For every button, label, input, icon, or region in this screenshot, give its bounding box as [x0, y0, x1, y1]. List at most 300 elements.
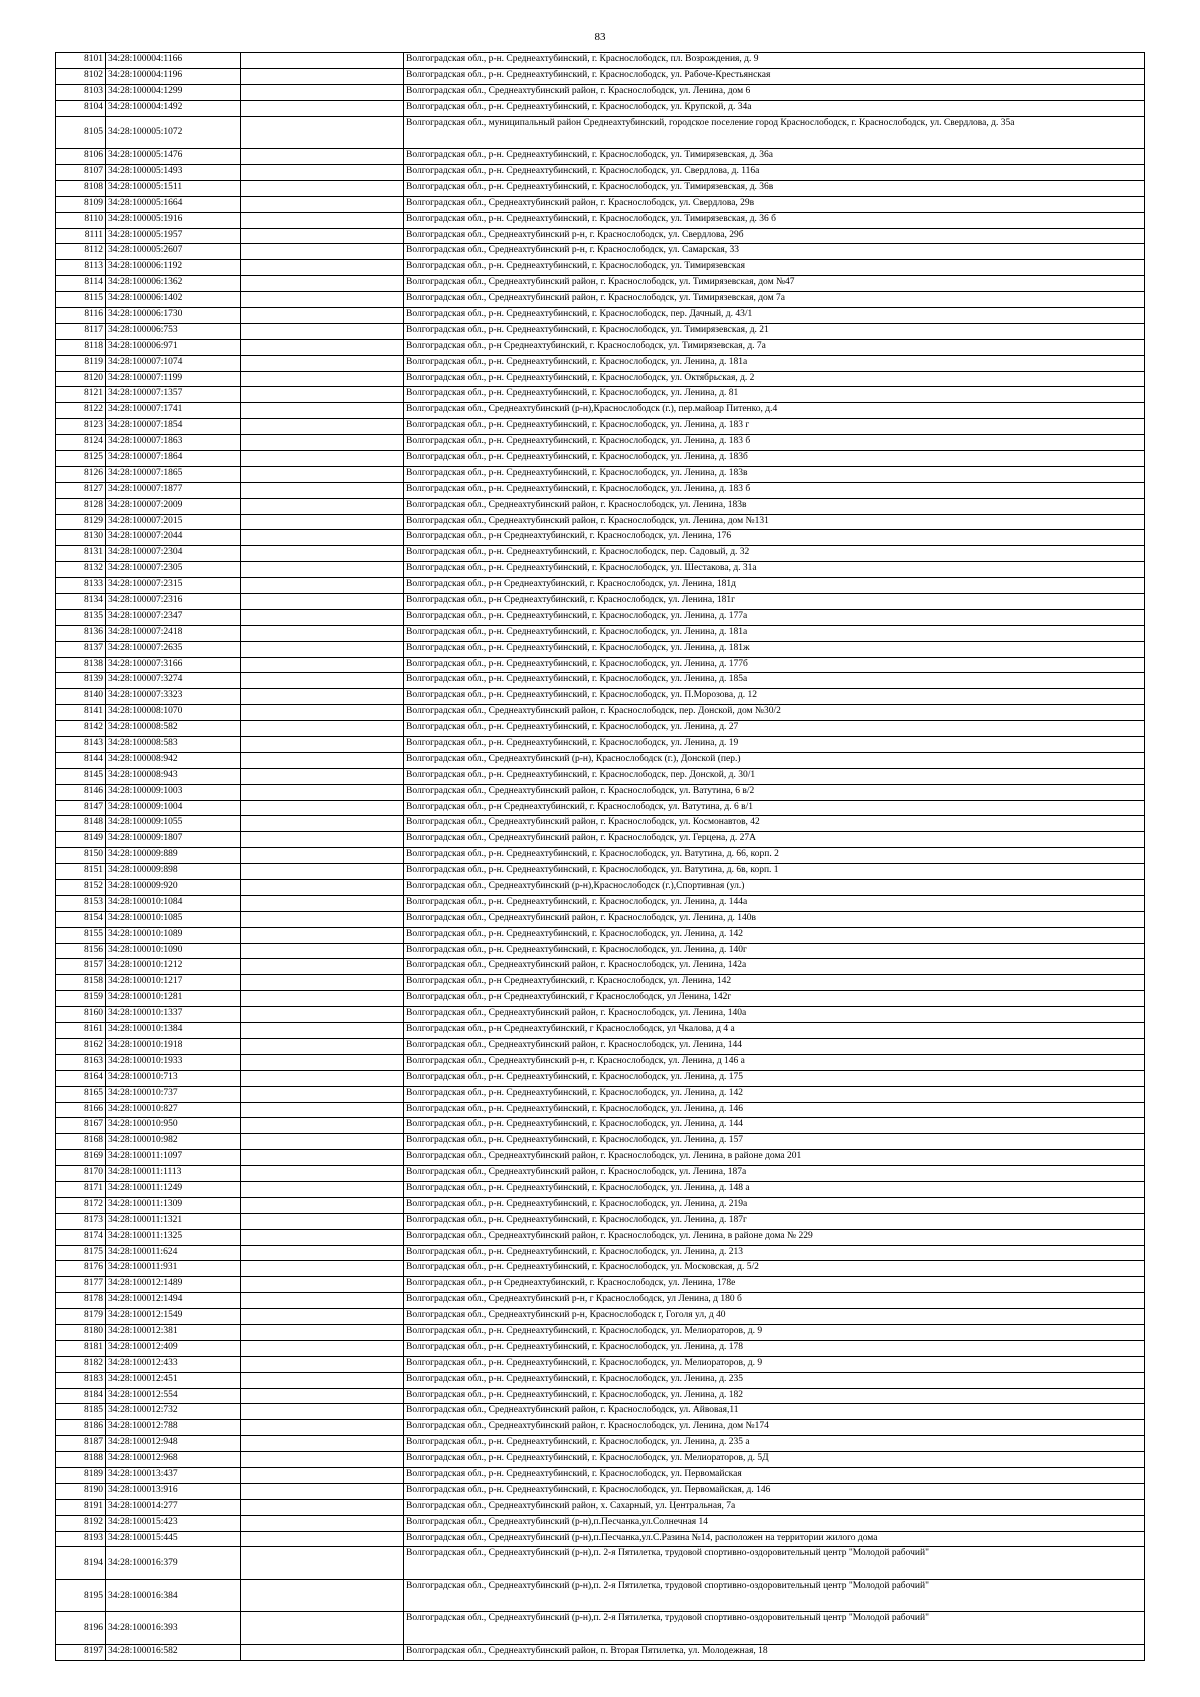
address-cell: Волгоградская обл., р-н. Среднеахтубинский, г. Краснослободск, ул. Рабоче-Крестьянская: [404, 68, 1145, 84]
cadastral-number-cell: 34:28:100009:1807: [106, 832, 241, 848]
row-number-cell: 8142: [56, 721, 106, 737]
cadastral-number-cell: 34:28:100007:2316: [106, 594, 241, 610]
cadastral-number-cell: 34:28:100012:433: [106, 1356, 241, 1372]
row-number-cell: 8105: [56, 116, 106, 149]
table-row: [56, 1102, 1145, 1118]
table-row: [56, 1261, 1145, 1277]
address-cell: Волгоградская обл., р-н. Среднеахтубинский, г. Краснослободск, ул. Ленина, д. 185а: [404, 673, 1145, 689]
cadastral-number-cell: 34:28:100010:950: [106, 1118, 241, 1134]
address-cell: Волгоградская обл., р-н. Среднеахтубинский, г. Краснослободск, ул. Тимирязевская, д. 36 б: [404, 212, 1145, 228]
row-number-cell: 8180: [56, 1324, 106, 1340]
row-number-cell: 8106: [56, 149, 106, 165]
empty-cell: [241, 1118, 404, 1134]
cadastral-number-cell: 34:28:100015:423: [106, 1515, 241, 1531]
empty-cell: [241, 1086, 404, 1102]
cadastral-number-cell: 34:28:100006:971: [106, 339, 241, 355]
row-number-cell: 8138: [56, 657, 106, 673]
table-row: [56, 816, 1145, 832]
cadastral-number-cell: 34:28:100007:2315: [106, 578, 241, 594]
cadastral-number-cell: 34:28:100007:2044: [106, 530, 241, 546]
address-cell: Волгоградская обл., Среднеахтубинский район, г. Краснослободск, ул. Ленина, в районе дома 201: [404, 1150, 1145, 1166]
address-cell: Волгоградская обл., р-н. Среднеахтубинский, г. Краснослободск, ул. Ленина, д. 175: [404, 1070, 1145, 1086]
cadastral-number-cell: 34:28:100005:2607: [106, 244, 241, 260]
address-cell: Волгоградская обл., Среднеахтубинский район, п. Вторая Пятилетка, ул. Молодежная, 18: [404, 1644, 1145, 1660]
empty-cell: [241, 1612, 404, 1645]
row-number-cell: 8137: [56, 641, 106, 657]
row-number-cell: 8174: [56, 1229, 106, 1245]
address-cell: Волгоградская обл., Среднеахтубинский район, г. Краснослободск, ул. Ленина, д. 140в: [404, 911, 1145, 927]
empty-cell: [241, 1054, 404, 1070]
row-number-cell: 8187: [56, 1436, 106, 1452]
table-row: [56, 1420, 1145, 1436]
table-row: [56, 1293, 1145, 1309]
table-row: [56, 800, 1145, 816]
address-cell: Волгоградская обл., р-н Среднеахтубинский, г Краснослободск, ул Чкалова, д 4 а: [404, 1023, 1145, 1039]
table-row: [56, 1467, 1145, 1483]
address-cell: Волгоградская обл., Среднеахтубинский (р-н), Краснослободск (г.), Донской (пер.): [404, 752, 1145, 768]
row-number-cell: 8114: [56, 276, 106, 292]
address-cell: Волгоградская обл., Среднеахтубинский (р-н),п.Песчанка,ул.Солнечная 14: [404, 1515, 1145, 1531]
table-row: [56, 1436, 1145, 1452]
cadastral-number-cell: 34:28:100006:1402: [106, 292, 241, 308]
empty-cell: [241, 116, 404, 149]
table-row: [56, 959, 1145, 975]
cadastral-number-cell: 34:28:100006:1730: [106, 307, 241, 323]
table-row: [56, 514, 1145, 530]
address-cell: Волгоградская обл., Среднеахтубинский район, г. Краснослободск, ул. Ленина, 183в: [404, 498, 1145, 514]
table-row: [56, 1515, 1145, 1531]
address-cell: Волгоградская обл., Среднеахтубинский район, г. Краснослободск, ул. Герцена, д. 27А: [404, 832, 1145, 848]
row-number-cell: 8164: [56, 1070, 106, 1086]
cadastral-number-cell: 34:28:100005:1916: [106, 212, 241, 228]
empty-cell: [241, 1102, 404, 1118]
row-number-cell: 8141: [56, 705, 106, 721]
row-number-cell: 8126: [56, 466, 106, 482]
row-number-cell: 8147: [56, 800, 106, 816]
cadastral-number-cell: 34:28:100011:931: [106, 1261, 241, 1277]
table-row: [56, 1277, 1145, 1293]
cadastral-number-cell: 34:28:100014:277: [106, 1499, 241, 1515]
row-number-cell: 8111: [56, 228, 106, 244]
table-row: [56, 1404, 1145, 1420]
row-number-cell: 8110: [56, 212, 106, 228]
empty-cell: [241, 1023, 404, 1039]
address-cell: Волгоградская обл., р-н. Среднеахтубинский, г. Краснослободск, ул. Ленина, д. 183 г: [404, 419, 1145, 435]
row-number-cell: 8158: [56, 975, 106, 991]
row-number-cell: 8167: [56, 1118, 106, 1134]
empty-cell: [241, 1038, 404, 1054]
row-number-cell: 8122: [56, 403, 106, 419]
table-row: [56, 911, 1145, 927]
empty-cell: [241, 864, 404, 880]
empty-cell: [241, 1277, 404, 1293]
cadastral-number-cell: 34:28:100012:554: [106, 1388, 241, 1404]
table-row: [56, 1166, 1145, 1182]
address-cell: Волгоградская обл., р-н. Среднеахтубинский, г. Краснослободск, ул. Ленина, д. 148 а: [404, 1181, 1145, 1197]
cadastral-number-cell: 34:28:100012:451: [106, 1372, 241, 1388]
row-number-cell: 8107: [56, 164, 106, 180]
empty-cell: [241, 1452, 404, 1468]
row-number-cell: 8131: [56, 546, 106, 562]
cadastral-number-cell: 34:28:100012:381: [106, 1324, 241, 1340]
row-number-cell: 8132: [56, 562, 106, 578]
address-cell: Волгоградская обл., р-н. Среднеахтубинский, г. Краснослободск, ул. Ленина, д. 19: [404, 737, 1145, 753]
cadastral-number-cell: 34:28:100016:393: [106, 1612, 241, 1645]
empty-cell: [241, 53, 404, 69]
cadastral-number-cell: 34:28:100016:582: [106, 1644, 241, 1660]
address-cell: Волгоградская обл., р-н. Среднеахтубинский, г. Краснослободск, ул. Ленина, д. 81: [404, 387, 1145, 403]
table-row: [56, 196, 1145, 212]
empty-cell: [241, 625, 404, 641]
empty-cell: [241, 212, 404, 228]
address-cell: Волгоградская обл., р-н. Среднеахтубинский, г. Краснослободск, ул. Ленина, д. 235 а: [404, 1436, 1145, 1452]
empty-cell: [241, 895, 404, 911]
table-row: [56, 1324, 1145, 1340]
cadastral-number-cell: 34:28:100009:920: [106, 880, 241, 896]
address-cell: Волгоградская обл., Среднеахтубинский (р-н),п.Песчанка,ул.С.Разина №14, расположен на территории жилого дома: [404, 1531, 1145, 1547]
registry-table: [55, 52, 1145, 1661]
address-cell: Волгоградская обл., Среднеахтубинский район, г. Краснослободск, ул. Ленина, дом 6: [404, 84, 1145, 100]
empty-cell: [241, 355, 404, 371]
address-cell: Волгоградская обл., р-н. Среднеахтубинский, г. Краснослободск, ул. Ленина, д. 182: [404, 1388, 1145, 1404]
address-cell: Волгоградская обл., р-н. Среднеахтубинский, г. Краснослободск, ул. Ленина, д. 177а: [404, 609, 1145, 625]
row-number-cell: 8123: [56, 419, 106, 435]
empty-cell: [241, 228, 404, 244]
address-cell: Волгоградская обл., р-н. Среднеахтубинский, г. Краснослободск, ул. П.Морозова, д. 12: [404, 689, 1145, 705]
empty-cell: [241, 276, 404, 292]
table-row: [56, 498, 1145, 514]
cadastral-number-cell: 34:28:100005:1072: [106, 116, 241, 149]
table-row: [56, 1245, 1145, 1261]
cadastral-number-cell: 34:28:100007:1199: [106, 371, 241, 387]
address-cell: Волгоградская обл., Среднеахтубинский район, г. Краснослободск, ул. Ватутина, 6 в/2: [404, 784, 1145, 800]
table-row: [56, 1038, 1145, 1054]
row-number-cell: 8171: [56, 1181, 106, 1197]
cadastral-number-cell: 34:28:100011:1097: [106, 1150, 241, 1166]
cadastral-number-cell: 34:28:100011:624: [106, 1245, 241, 1261]
cadastral-number-cell: 34:28:100007:2347: [106, 609, 241, 625]
cadastral-number-cell: 34:28:100007:2305: [106, 562, 241, 578]
empty-cell: [241, 1531, 404, 1547]
address-cell: Волгоградская обл., р-н. Среднеахтубинский, г. Краснослободск, ул. Мелиораторов, д. 5Д: [404, 1452, 1145, 1468]
table-row: [56, 435, 1145, 451]
empty-cell: [241, 673, 404, 689]
row-number-cell: 8130: [56, 530, 106, 546]
cadastral-number-cell: 34:28:100005:1476: [106, 149, 241, 165]
row-number-cell: 8175: [56, 1245, 106, 1261]
row-number-cell: 8150: [56, 848, 106, 864]
table-row: [56, 752, 1145, 768]
cadastral-number-cell: 34:28:100008:583: [106, 737, 241, 753]
table-row: [56, 657, 1145, 673]
empty-cell: [241, 387, 404, 403]
cadastral-number-cell: 34:28:100010:1337: [106, 1007, 241, 1023]
address-cell: Волгоградская обл., Среднеахтубинский район, г. Краснослободск, ул. Ленина, 140а: [404, 1007, 1145, 1023]
empty-cell: [241, 1309, 404, 1325]
address-cell: Волгоградская обл., Среднеахтубинский р-н, г. Краснослободск, ул. Самарская, 33: [404, 244, 1145, 260]
table-row: [56, 419, 1145, 435]
table-row: [56, 641, 1145, 657]
row-number-cell: 8119: [56, 355, 106, 371]
address-cell: Волгоградская обл., Среднеахтубинский р-н, г. Краснослободск, ул. Свердлова, 29б: [404, 228, 1145, 244]
table-row: [56, 1340, 1145, 1356]
address-cell: Волгоградская обл., р-н. Среднеахтубинский, г. Краснослободск, ул. Крупской, д. 34а: [404, 100, 1145, 116]
empty-cell: [241, 1070, 404, 1086]
table-row: [56, 1197, 1145, 1213]
table-row: [56, 244, 1145, 260]
empty-cell: [241, 1388, 404, 1404]
cadastral-number-cell: 34:28:100016:379: [106, 1547, 241, 1580]
row-number-cell: 8153: [56, 895, 106, 911]
empty-cell: [241, 689, 404, 705]
row-number-cell: 8102: [56, 68, 106, 84]
empty-cell: [241, 721, 404, 737]
row-number-cell: 8178: [56, 1293, 106, 1309]
table-row: [56, 1007, 1145, 1023]
address-cell: Волгоградская обл., Среднеахтубинский р-н, г Краснослободск, ул Ленина, д 180 б: [404, 1293, 1145, 1309]
table-row: [56, 466, 1145, 482]
cadastral-number-cell: 34:28:100012:788: [106, 1420, 241, 1436]
empty-cell: [241, 1293, 404, 1309]
empty-cell: [241, 1340, 404, 1356]
table-row: [56, 355, 1145, 371]
address-cell: Волгоградская обл., р-н. Среднеахтубинский, г. Краснослободск, ул. Ленина, д. 181а: [404, 625, 1145, 641]
cadastral-number-cell: 34:28:100009:1055: [106, 816, 241, 832]
row-number-cell: 8182: [56, 1356, 106, 1372]
cadastral-number-cell: 34:28:100004:1492: [106, 100, 241, 116]
cadastral-number-cell: 34:28:100007:3323: [106, 689, 241, 705]
table-row: [56, 737, 1145, 753]
empty-cell: [241, 1356, 404, 1372]
address-cell: Волгоградская обл., Среднеахтубинский район, г. Краснослободск, ул. Ленина, дом №174: [404, 1420, 1145, 1436]
empty-cell: [241, 991, 404, 1007]
address-cell: Волгоградская обл., р-н. Среднеахтубинский, г. Краснослободск, ул. Ленина, д. 181а: [404, 355, 1145, 371]
empty-cell: [241, 1467, 404, 1483]
empty-cell: [241, 1229, 404, 1245]
empty-cell: [241, 1372, 404, 1388]
cadastral-number-cell: 34:28:100015:445: [106, 1531, 241, 1547]
cadastral-number-cell: 34:28:100007:1864: [106, 450, 241, 466]
empty-cell: [241, 498, 404, 514]
address-cell: Волгоградская обл., р-н Среднеахтубинский, г. Краснослободск, ул. Тимирязевская, д. 7а: [404, 339, 1145, 355]
empty-cell: [241, 1420, 404, 1436]
cadastral-number-cell: 34:28:100007:1863: [106, 435, 241, 451]
cadastral-number-cell: 34:28:100010:1212: [106, 959, 241, 975]
row-number-cell: 8112: [56, 244, 106, 260]
cadastral-number-cell: 34:28:100009:889: [106, 848, 241, 864]
cadastral-number-cell: 34:28:100013:437: [106, 1467, 241, 1483]
table-row: [56, 53, 1145, 69]
table-row: [56, 100, 1145, 116]
row-number-cell: 8117: [56, 323, 106, 339]
empty-cell: [241, 816, 404, 832]
table-row: [56, 1483, 1145, 1499]
row-number-cell: 8196: [56, 1612, 106, 1645]
table-row: [56, 1547, 1145, 1580]
empty-cell: [241, 450, 404, 466]
address-cell: Волгоградская обл., Среднеахтубинский район, г. Краснослободск, ул. Ленина, 144: [404, 1038, 1145, 1054]
row-number-cell: 8134: [56, 594, 106, 610]
table-row: [56, 292, 1145, 308]
empty-cell: [241, 371, 404, 387]
empty-cell: [241, 244, 404, 260]
address-cell: Волгоградская обл., Среднеахтубинский (р-н),Краснослободск (г.),Спортивная (ул.): [404, 880, 1145, 896]
empty-cell: [241, 1166, 404, 1182]
table-row: [56, 180, 1145, 196]
address-cell: Волгоградская обл., р-н. Среднеахтубинский, г. Краснослободск, ул. Ленина, д. 235: [404, 1372, 1145, 1388]
row-number-cell: 8191: [56, 1499, 106, 1515]
cadastral-number-cell: 34:28:100008:582: [106, 721, 241, 737]
table-row: [56, 1054, 1145, 1070]
row-number-cell: 8109: [56, 196, 106, 212]
cadastral-number-cell: 34:28:100004:1196: [106, 68, 241, 84]
cadastral-number-cell: 34:28:100010:827: [106, 1102, 241, 1118]
table-row: [56, 578, 1145, 594]
table-row: [56, 1644, 1145, 1660]
empty-cell: [241, 482, 404, 498]
address-cell: Волгоградская обл., р-н. Среднеахтубинский, г. Краснослободск, пер. Садовый, д. 32: [404, 546, 1145, 562]
row-number-cell: 8140: [56, 689, 106, 705]
table-row: [56, 1213, 1145, 1229]
row-number-cell: 8144: [56, 752, 106, 768]
table-row: [56, 895, 1145, 911]
cadastral-number-cell: 34:28:100004:1166: [106, 53, 241, 69]
address-cell: Волгоградская обл., р-н. Среднеахтубинский, г. Краснослободск, ул. Ватутина, д. 6в, корп. 1: [404, 864, 1145, 880]
cadastral-number-cell: 34:28:100012:409: [106, 1340, 241, 1356]
address-cell: Волгоградская обл., Среднеахтубинский район, г. Краснослободск, ул. Космонавтов, 42: [404, 816, 1145, 832]
address-cell: Волгоградская обл., Среднеахтубинский (р-н),п. 2-я Пятилетка, трудовой спортивно-оздоровительный центр "Молодой рабочий": [404, 1612, 1145, 1645]
table-row: [56, 1372, 1145, 1388]
address-cell: Волгоградская обл., Среднеахтубинский район, г. Краснослободск, пер. Донской, дом №30/2: [404, 705, 1145, 721]
table-row: [56, 848, 1145, 864]
cadastral-number-cell: 34:28:100013:916: [106, 1483, 241, 1499]
address-cell: Волгоградская обл., р-н. Среднеахтубинский, г. Краснослободск, ул. Ватутина, д. 66, корп. 2: [404, 848, 1145, 864]
empty-cell: [241, 435, 404, 451]
empty-cell: [241, 752, 404, 768]
table-row: [56, 927, 1145, 943]
empty-cell: [241, 1644, 404, 1660]
row-number-cell: 8129: [56, 514, 106, 530]
cadastral-number-cell: 34:28:100007:1865: [106, 466, 241, 482]
address-cell: Волгоградская обл., Среднеахтубинский район, г. Краснослободск, ул. Айвовая,11: [404, 1404, 1145, 1420]
row-number-cell: 8183: [56, 1372, 106, 1388]
table-row: [56, 1150, 1145, 1166]
address-cell: Волгоградская обл., р-н. Среднеахтубинский, г. Краснослободск, ул. Октябрьская, д. 2: [404, 371, 1145, 387]
table-row: [56, 1388, 1145, 1404]
empty-cell: [241, 562, 404, 578]
empty-cell: [241, 609, 404, 625]
table-row: [56, 307, 1145, 323]
cadastral-number-cell: 34:28:100010:982: [106, 1134, 241, 1150]
cadastral-number-cell: 34:28:100006:1192: [106, 260, 241, 276]
cadastral-number-cell: 34:28:100007:2418: [106, 625, 241, 641]
empty-cell: [241, 530, 404, 546]
cadastral-number-cell: 34:28:100005:1511: [106, 180, 241, 196]
table-row: [56, 562, 1145, 578]
address-cell: Волгоградская обл., р-н Среднеахтубинский, г. Краснослободск, ул. Ленина, 142: [404, 975, 1145, 991]
empty-cell: [241, 100, 404, 116]
row-number-cell: 8103: [56, 84, 106, 100]
cadastral-number-cell: 34:28:100007:1741: [106, 403, 241, 419]
empty-cell: [241, 1547, 404, 1580]
address-cell: Волгоградская обл., р-н. Среднеахтубинский, г. Краснослободск, ул. Ленина, д. 142: [404, 1086, 1145, 1102]
table-row: [56, 991, 1145, 1007]
table-row: [56, 164, 1145, 180]
table-row: [56, 84, 1145, 100]
address-cell: Волгоградская обл., р-н Среднеахтубинский, г. Краснослободск, ул. Ватутина, д. 6 в/1: [404, 800, 1145, 816]
table-row: [56, 387, 1145, 403]
row-number-cell: 8184: [56, 1388, 106, 1404]
row-number-cell: 8197: [56, 1644, 106, 1660]
empty-cell: [241, 196, 404, 212]
row-number-cell: 8124: [56, 435, 106, 451]
table-row: [56, 1181, 1145, 1197]
empty-cell: [241, 1134, 404, 1150]
empty-cell: [241, 657, 404, 673]
table-row: [56, 403, 1145, 419]
address-cell: Волгоградская обл., р-н. Среднеахтубинский, г. Краснослободск, ул. Ленина, д. 140г: [404, 943, 1145, 959]
row-number-cell: 8155: [56, 927, 106, 943]
row-number-cell: 8154: [56, 911, 106, 927]
row-number-cell: 8163: [56, 1054, 106, 1070]
address-cell: Волгоградская обл., р-н Среднеахтубинский, г Краснослободск, ул Ленина, 142г: [404, 991, 1145, 1007]
empty-cell: [241, 911, 404, 927]
row-number-cell: 8156: [56, 943, 106, 959]
address-cell: Волгоградская обл., р-н. Среднеахтубинский, г. Краснослободск, ул. Ленина, д. 177б: [404, 657, 1145, 673]
address-cell: Волгоградская обл., Среднеахтубинский район, х. Сахарный, ул. Центральная, 7а: [404, 1499, 1145, 1515]
address-cell: Волгоградская обл., р-н. Среднеахтубинский, г. Краснослободск, ул. Мелиораторов, д. 9: [404, 1356, 1145, 1372]
address-cell: Волгоградская обл., р-н. Среднеахтубинский, г. Краснослободск, ул. Ленина, д. 27: [404, 721, 1145, 737]
address-cell: Волгоградская обл., Среднеахтубинский район, г. Краснослободск, ул. Ленина, 142а: [404, 959, 1145, 975]
table-row: [56, 149, 1145, 165]
table-row: [56, 705, 1145, 721]
table-row: [56, 1070, 1145, 1086]
row-number-cell: 8136: [56, 625, 106, 641]
empty-cell: [241, 419, 404, 435]
empty-cell: [241, 292, 404, 308]
cadastral-number-cell: 34:28:100006:753: [106, 323, 241, 339]
address-cell: Волгоградская обл., р-н. Среднеахтубинский, г. Краснослободск, ул. Мелиораторов, д. 9: [404, 1324, 1145, 1340]
address-cell: Волгоградская обл., р-н. Среднеахтубинский, г. Краснослободск, ул. Ленина, д. 183б: [404, 450, 1145, 466]
row-number-cell: 8133: [56, 578, 106, 594]
empty-cell: [241, 959, 404, 975]
empty-cell: [241, 641, 404, 657]
cadastral-number-cell: 34:28:100010:1085: [106, 911, 241, 927]
address-cell: Волгоградская обл., Среднеахтубинский район, г. Краснослободск, ул. Ленина, дом №131: [404, 514, 1145, 530]
table-row: [56, 1118, 1145, 1134]
table-row: [56, 1579, 1145, 1612]
table-row: [56, 371, 1145, 387]
empty-cell: [241, 800, 404, 816]
empty-cell: [241, 323, 404, 339]
row-number-cell: 8128: [56, 498, 106, 514]
empty-cell: [241, 832, 404, 848]
address-cell: Волгоградская обл., р-н. Среднеахтубинский, г. Краснослободск, ул. Первомайская, д. 146: [404, 1483, 1145, 1499]
address-cell: Волгоградская обл., р-н Среднеахтубинский, г. Краснослободск, ул. Ленина, 176: [404, 530, 1145, 546]
address-cell: Волгоградская обл., Среднеахтубинский р-н, г. Краснослободск, ул. Ленина, д 146 а: [404, 1054, 1145, 1070]
address-cell: Волгоградская обл., р-н Среднеахтубинский, г. Краснослободск, ул. Ленина, 181г: [404, 594, 1145, 610]
cadastral-number-cell: 34:28:100012:968: [106, 1452, 241, 1468]
cadastral-number-cell: 34:28:100007:3166: [106, 657, 241, 673]
cadastral-number-cell: 34:28:100007:1357: [106, 387, 241, 403]
cadastral-number-cell: 34:28:100010:1089: [106, 927, 241, 943]
empty-cell: [241, 1261, 404, 1277]
table-row: [56, 943, 1145, 959]
row-number-cell: 8173: [56, 1213, 106, 1229]
address-cell: Волгоградская обл., р-н. Среднеахтубинский, г. Краснослободск, пер. Дачный, д. 43/1: [404, 307, 1145, 323]
cadastral-number-cell: 34:28:100011:1325: [106, 1229, 241, 1245]
address-cell: Волгоградская обл., р-н. Среднеахтубинский, г. Краснослободск, ул. Первомайская: [404, 1467, 1145, 1483]
